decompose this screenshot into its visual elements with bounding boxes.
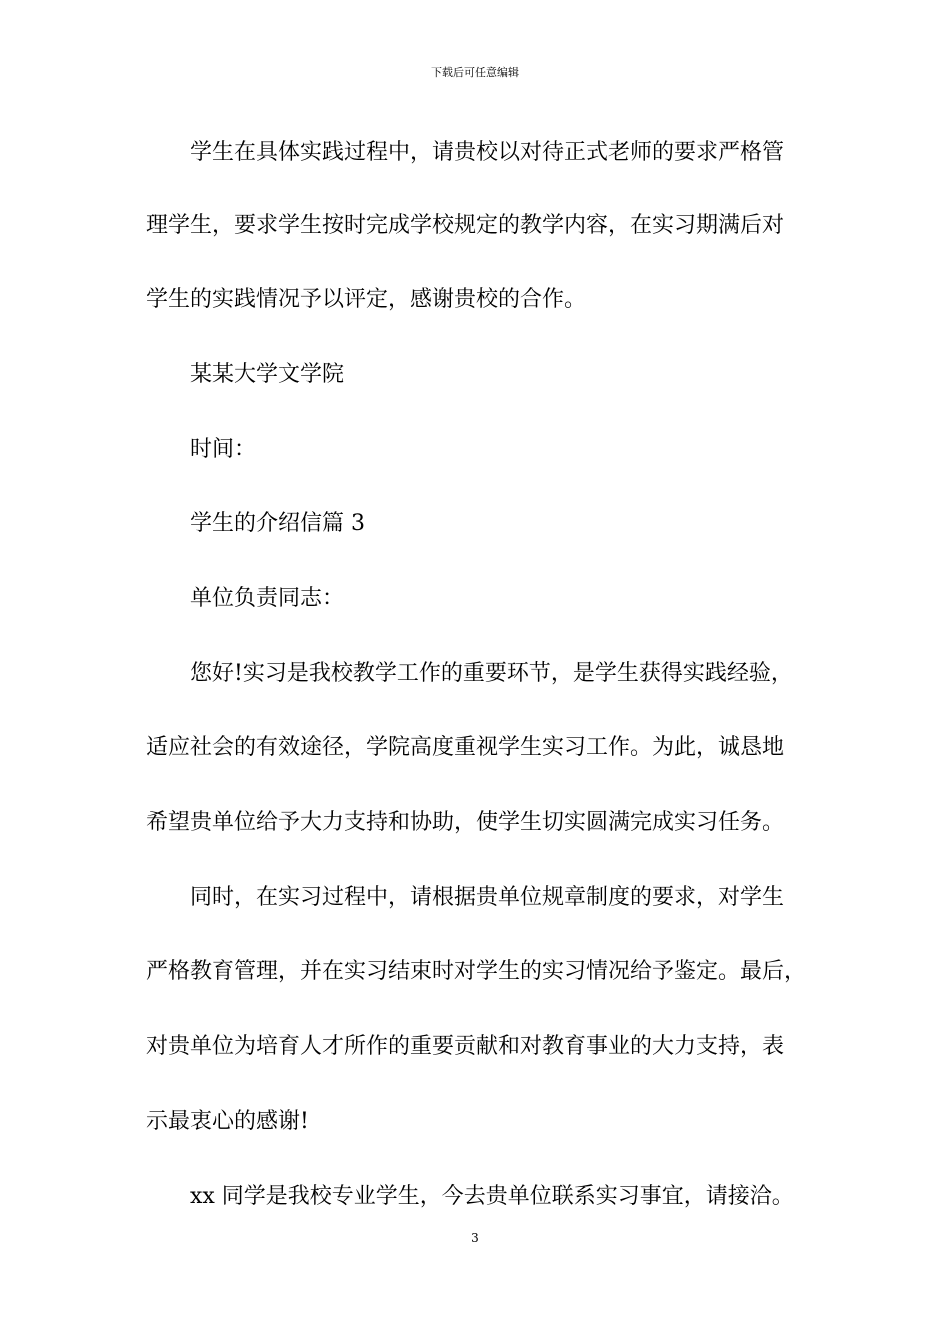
paragraph-line: 适应社会的有效途径，学院高度重视学生实习工作。为此，诚恳地 xyxy=(146,735,785,760)
page-number: 3 xyxy=(471,1231,479,1245)
paragraph-line: xx 同学是我校专业学生，今去贵单位联系实习事宜，请接洽。 xyxy=(190,1184,794,1209)
paragraph-line: 理学生，要求学生按时完成学校规定的教学内容，在实习期满后对 xyxy=(146,213,785,238)
paragraph-line: 示最衷心的感谢! xyxy=(146,1109,309,1134)
date-label: 时间： xyxy=(190,437,257,462)
paragraph-line: 同时，在实习过程中，请根据贵单位规章制度的要求，对学生 xyxy=(190,885,785,910)
paragraph-line: 您好!实习是我校教学工作的重要环节，是学生获得实践经验， xyxy=(190,661,793,686)
paragraph-line: 希望贵单位给予大力支持和协助，使学生切实圆满完成实习任务。 xyxy=(146,810,785,835)
section-title: 学生的介绍信篇 3 xyxy=(190,511,365,536)
paragraph-line: 严格教育管理，并在实习结束时对学生的实习情况给予鉴定。最后， xyxy=(146,959,807,984)
salutation: 单位负责同志： xyxy=(190,586,345,611)
page-header: 下载后可任意编辑 xyxy=(431,66,519,79)
paragraph-line: 对贵单位为培育人才所作的重要贡献和对教育事业的大力支持，表 xyxy=(146,1034,785,1059)
paragraph-line: 学生在具体实践过程中，请贵校以对待正式老师的要求严格管 xyxy=(190,140,785,165)
paragraph-line: 学生的实践情况予以评定，感谢贵校的合作。 xyxy=(146,287,587,312)
signature-org: 某某大学文学院 xyxy=(190,362,345,387)
